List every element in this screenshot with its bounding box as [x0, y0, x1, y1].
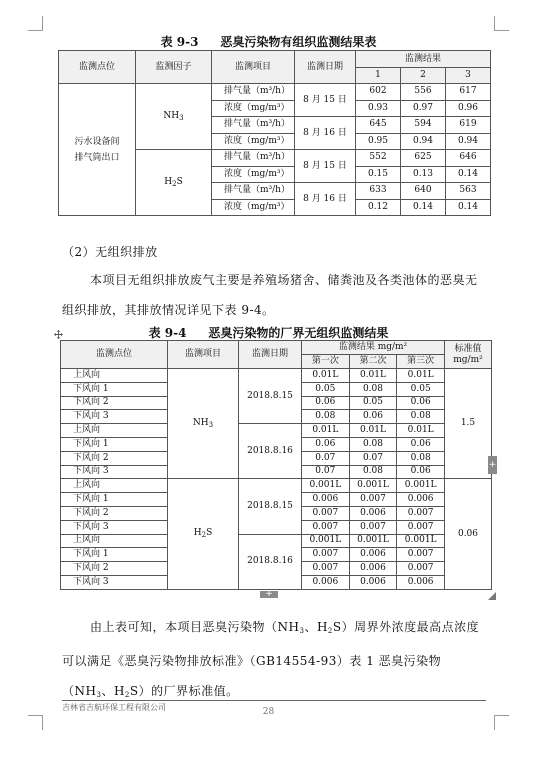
value-cell: 646 [446, 150, 491, 167]
table1-caption-title: 恶臭污染物有组织监测结果表 [220, 35, 377, 49]
monitoring-point-cell: 下风向 2 [61, 562, 168, 576]
value-cell: 0.007 [397, 520, 445, 534]
value-cell: 0.007 [302, 506, 350, 520]
date-cell: 2018.8.15 [239, 369, 302, 424]
monitoring-point-cell: 下风向 3 [61, 575, 168, 589]
date-cell: 2018.8.15 [239, 479, 302, 534]
fugitive-emission-table [60, 340, 492, 590]
date-cell: 8 月 16 日 [295, 183, 356, 216]
crop-mark-bottom-right [494, 715, 509, 730]
item-cell: $NH_3$ [168, 369, 239, 479]
header-cell: 监测点位 [59, 51, 136, 84]
value-cell: 0.06 [397, 437, 445, 451]
value-cell: 645 [356, 117, 401, 134]
value-cell: 0.001L [302, 479, 350, 493]
value-cell: 0.007 [397, 506, 445, 520]
value-cell: 0.06 [302, 437, 350, 451]
value-cell: 619 [446, 117, 491, 134]
monitoring-point-cell: 上风向 [61, 424, 168, 438]
paragraph-2: 由上表可知，本项目恶臭污染物（$NH_3$、$H_2S$）周界外浓度最高点浓度可以满足《恶臭污染物排放标准》（GB14554-93）表 1 恶臭污染物（$NH_3$、$H_2S$）的厂界标准值。 [62, 620, 480, 699]
value-cell: 0.007 [397, 548, 445, 562]
value-cell: 0.007 [302, 520, 350, 534]
table1-caption [0, 33, 537, 50]
monitoring-point-cell: 下风向 1 [61, 493, 168, 507]
value-cell: 0.007 [302, 562, 350, 576]
value-cell: 0.07 [302, 451, 350, 465]
header-cell: 标准值 mg/m² [445, 341, 492, 369]
value-cell: 0.006 [302, 575, 350, 589]
value-cell: 0.006 [349, 562, 397, 576]
value-cell: 0.001L [349, 479, 397, 493]
header-cell: 第三次 [397, 355, 445, 369]
footer-divider [62, 700, 486, 701]
header-cell: 监测项目 [212, 51, 295, 84]
crop-mark-top-right [494, 16, 509, 31]
monitoring-point-cell: 下风向 1 [61, 437, 168, 451]
value-cell: 552 [356, 150, 401, 167]
item-cell: 排气量（m³/h） [212, 183, 295, 200]
monitoring-point-cell: 上风向 [61, 369, 168, 383]
table-row [59, 84, 491, 101]
value-cell: 0.001L [349, 534, 397, 548]
header-cell: 监测结果 [356, 51, 491, 68]
item-cell: 排气量（m³/h） [212, 117, 295, 134]
page-number: 28 [262, 707, 275, 717]
value-cell: 0.08 [349, 465, 397, 479]
value-cell: 0.13 [401, 166, 446, 183]
header-cell: 第一次 [302, 355, 350, 369]
table-row [61, 369, 492, 383]
value-cell: 0.007 [349, 493, 397, 507]
add-row-plus-icon[interactable]: + [260, 591, 278, 598]
value-cell: 0.001L [397, 534, 445, 548]
monitoring-point-cell: 下风向 3 [61, 465, 168, 479]
value-cell: 0.05 [349, 396, 397, 410]
value-cell: 0.08 [397, 410, 445, 424]
item-cell: 浓度（mg/m³） [212, 199, 295, 216]
organized-emission-table [58, 50, 491, 216]
value-cell: 0.06 [349, 410, 397, 424]
header-cell: 监测项目 [168, 341, 239, 369]
value-cell: 0.95 [356, 133, 401, 150]
value-cell: 0.08 [302, 410, 350, 424]
value-cell: 0.14 [446, 199, 491, 216]
value-cell: 0.007 [302, 548, 350, 562]
table2-caption-title: 恶臭污染物的厂界无组织监测结果 [208, 326, 389, 340]
monitoring-point-cell: 下风向 1 [61, 548, 168, 562]
value-cell: 0.06 [302, 396, 350, 410]
value-cell: 0.07 [302, 465, 350, 479]
value-cell: 0.006 [397, 575, 445, 589]
item-cell: $H_2S$ [168, 479, 239, 589]
value-cell: 617 [446, 84, 491, 101]
value-cell: 0.96 [446, 100, 491, 117]
plus-icon[interactable]: + [488, 456, 497, 474]
value-cell: 594 [401, 117, 446, 134]
value-cell: 0.01L [349, 424, 397, 438]
monitoring-point-cell: 下风向 2 [61, 451, 168, 465]
item-cell: 浓度（mg/m³） [212, 166, 295, 183]
value-cell: 556 [401, 84, 446, 101]
table-row [61, 479, 492, 493]
value-cell: 0.05 [397, 382, 445, 396]
standard-value-cell: 0.06 [445, 479, 492, 589]
monitoring-point-cell: 下风向 1 [61, 382, 168, 396]
date-cell: 2018.8.16 [239, 424, 302, 479]
value-cell: 625 [401, 150, 446, 167]
date-cell: 2018.8.16 [239, 534, 302, 589]
value-cell: 0.006 [397, 493, 445, 507]
value-cell: 0.97 [401, 100, 446, 117]
value-cell: 602 [356, 84, 401, 101]
value-cell: 0.08 [349, 382, 397, 396]
header-cell: 监测日期 [239, 341, 302, 369]
table-row [59, 51, 491, 68]
value-cell: 640 [401, 183, 446, 200]
value-cell: 0.006 [349, 506, 397, 520]
header-cell: 监测因子 [136, 51, 212, 84]
value-cell: 0.01L [302, 424, 350, 438]
item-cell: 排气量（m³/h） [212, 84, 295, 101]
value-cell: 0.14 [446, 166, 491, 183]
date-cell: 8 月 16 日 [295, 117, 356, 150]
factor-cell: $NH_3$ [136, 84, 212, 150]
value-cell: 0.01L [397, 369, 445, 383]
value-cell: 0.007 [349, 520, 397, 534]
value-cell: 633 [356, 183, 401, 200]
value-cell: 0.08 [349, 437, 397, 451]
paragraph-1: 本项目无组织排放废气主要是养殖场猪舍、储粪池及各类池体的恶臭无组织排放，其排放情况详见下表 9-4。 [62, 273, 478, 317]
value-cell: 0.15 [356, 166, 401, 183]
value-cell: 0.01L [397, 424, 445, 438]
header-cell: 2 [401, 68, 446, 84]
monitoring-point-cell: 上风向 [61, 479, 168, 493]
section-heading: （2）无组织排放 [62, 245, 158, 259]
standard-value-cell: 1.5 [445, 369, 492, 479]
table2-caption [0, 324, 537, 341]
value-cell: 0.07 [349, 451, 397, 465]
value-cell: 0.006 [349, 575, 397, 589]
value-cell: 0.93 [356, 100, 401, 117]
item-cell: 排气量（m³/h） [212, 150, 295, 167]
value-cell: 0.94 [401, 133, 446, 150]
crop-mark-top-left [28, 16, 43, 31]
monitoring-point-cell: 下风向 3 [61, 520, 168, 534]
value-cell: 0.006 [349, 548, 397, 562]
item-cell: 浓度（mg/m³） [212, 133, 295, 150]
item-cell: 浓度（mg/m³） [212, 100, 295, 117]
value-cell: 0.01L [302, 369, 350, 383]
table-row [61, 341, 492, 355]
value-cell: 563 [446, 183, 491, 200]
value-cell: 0.12 [356, 199, 401, 216]
value-cell: 0.006 [302, 493, 350, 507]
header-cell: 监测结果 mg/m² [302, 341, 445, 355]
value-cell: 0.001L [302, 534, 350, 548]
value-cell: 0.94 [446, 133, 491, 150]
table2-caption-number: 表 9-4 [148, 326, 187, 340]
date-cell: 8 月 15 日 [295, 150, 356, 183]
monitoring-point-cell: 下风向 2 [61, 396, 168, 410]
header-cell: 第二次 [349, 355, 397, 369]
value-cell: 0.08 [397, 451, 445, 465]
resize-handle-icon[interactable] [488, 592, 496, 600]
header-cell: 1 [356, 68, 401, 84]
monitoring-point-cell: 下风向 3 [61, 410, 168, 424]
value-cell: 0.007 [397, 562, 445, 576]
factor-cell: $H_2S$ [136, 150, 212, 216]
table-row [61, 424, 492, 438]
header-cell: 3 [446, 68, 491, 84]
value-cell: 0.001L [397, 479, 445, 493]
table1-caption-number: 表 9-3 [160, 35, 199, 49]
crop-mark-bottom-left [28, 715, 43, 730]
table-row [61, 534, 492, 548]
value-cell: 0.05 [302, 382, 350, 396]
header-cell: 监测日期 [295, 51, 356, 84]
monitoring-point-cell: 上风向 [61, 534, 168, 548]
footer-company: 吉林省吉航环保工程有限公司 [62, 703, 166, 712]
monitoring-point-cell: 污水设备间 排气筒出口 [59, 84, 136, 216]
date-cell: 8 月 15 日 [295, 84, 356, 117]
value-cell: 0.06 [397, 396, 445, 410]
value-cell: 0.01L [349, 369, 397, 383]
monitoring-point-cell: 下风向 2 [61, 506, 168, 520]
value-cell: 0.06 [397, 465, 445, 479]
value-cell: 0.14 [401, 199, 446, 216]
header-cell: 监测点位 [61, 341, 168, 369]
